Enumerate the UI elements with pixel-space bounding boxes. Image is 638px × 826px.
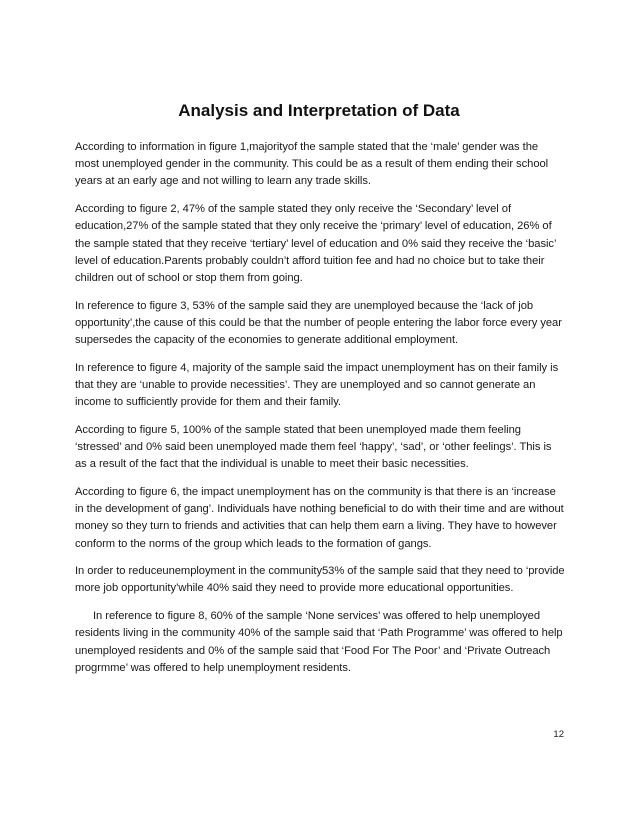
body-text xyxy=(75,139,565,687)
paragraph-figure-6: According to figure 6, the impact unemployment has on the community is that there is an ‘increase in the development of gang’. Individuals have nothing beneficial to do with their time and are without money so they turn to friends and activities that can help them earn a living. They have to however conform to the norms of the group which leads to the formation of gangs. xyxy=(75,485,564,550)
paragraph-figure-8: In reference to figure 8, 60% of the sample ‘None services’ was offered to help unemployed residents living in the community 40% of the sample said that ‘Path Programme’ was offered to help unemployed residents and 0% of the sample said that ‘Food For The Poor’ and ‘Private Outreach progrmme’ was offered to help unemployment residents. xyxy=(75,610,563,674)
paragraph-figure-4: In reference to figure 4, majority of the sample said the impact unemployment has on their family is that they are ‘unable to provide necessities’. They are unemployed and so cannot generate an income to sufficiently provide for them and their family. xyxy=(75,361,559,409)
paragraph-figure-3: In reference to figure 3, 53% of the sample said they are unemployed because the ‘lack of job opportunity’,the cause of this could be that the number of people entering the labor force every year supersedes the capacity of the economies to generate additional employment. xyxy=(75,299,562,347)
paragraph-figure-2: According to figure 2, 47% of the sample stated they only receive the ‘Secondary’ level of education,27% of the sample stated that they only receive the ‘primary’ level of education, 26% of the sample stated that they receive ‘tertiary’ level of education and 0% said they receive the ‘basic’ level of education.Parents probably couldn’t afford tuition fee and had no choice but to take their children out of school or stop them from going. xyxy=(75,203,556,284)
paragraph-figure-1: According to information in figure 1,majorityof the sample stated that the ‘male’ gender was the most unemployed gender in the community. This could be as a result of them ending their school years at an early age and not willing to learn any trade skills. xyxy=(75,141,549,188)
page-title: Analysis and Interpretation of Data xyxy=(178,101,460,120)
paragraph-reduce-unemployment: In order to reduceunemployment in the community53% of the sample said that they need to ‘provide more job opportunity’while 40% said they need to provide more educational opportunities. xyxy=(75,565,565,595)
paragraph-figure-5: According to figure 5, 100% of the sample stated that been unemployed made them feeling ‘stressed’ and 0% said been unemployed made them feel ‘happy’, ‘sad’, or ‘other feelings’. This is as a result of the fact that the individual is unable to meet their basic necessities. xyxy=(75,423,552,471)
page-number: 12 xyxy=(553,729,564,740)
